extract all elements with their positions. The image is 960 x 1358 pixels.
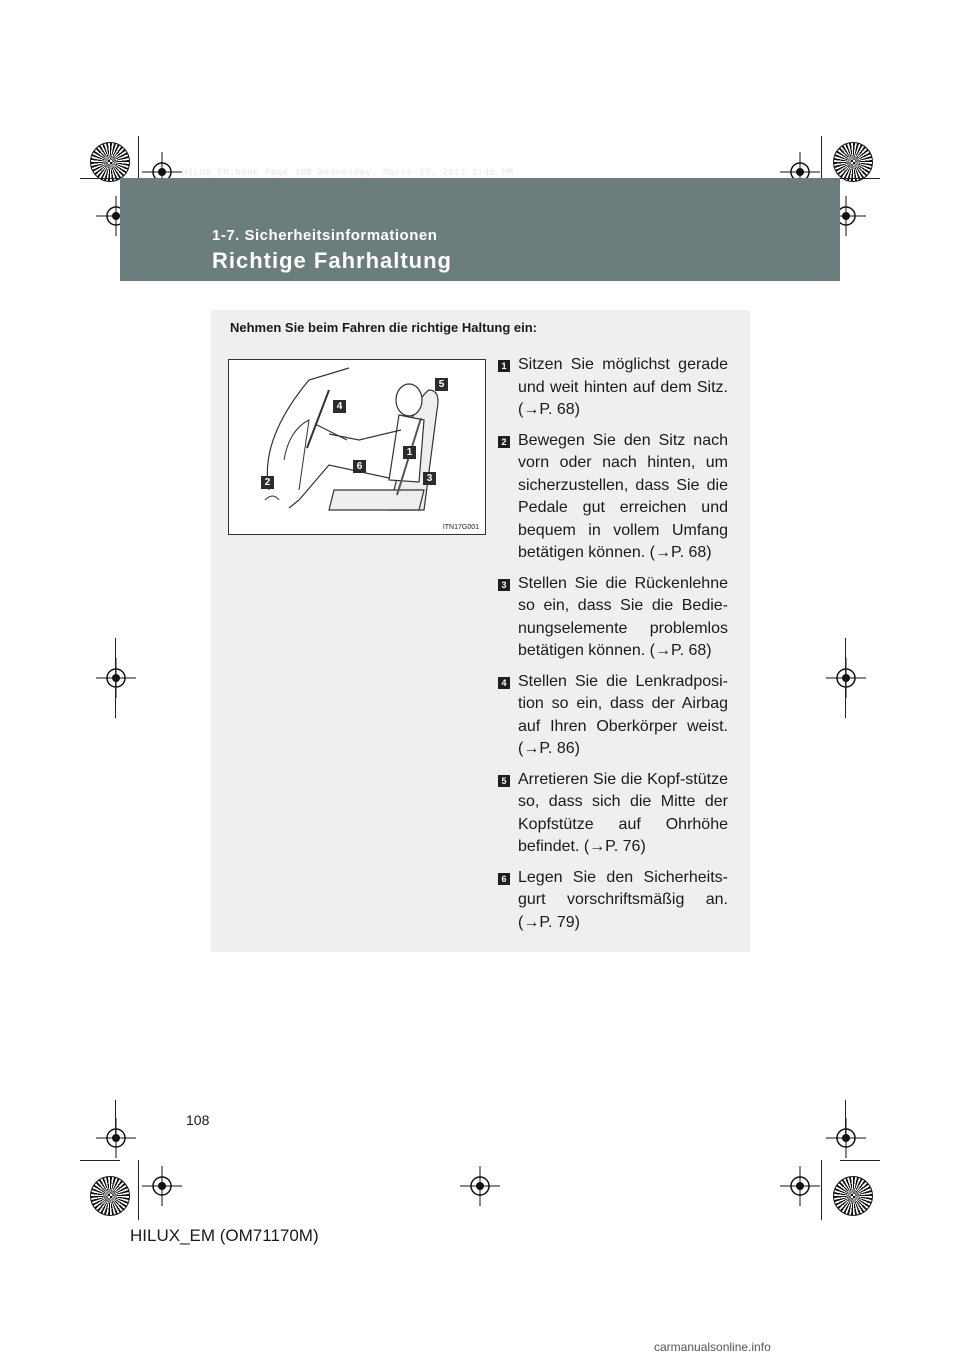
figure-callout-3: 3 xyxy=(423,472,436,485)
crosshair-icon xyxy=(96,1118,136,1158)
figure-callout-1: 1 xyxy=(403,446,416,459)
driving-posture-figure xyxy=(228,359,486,535)
item-text: Arretieren Sie die Kopf-stütze so, dass sich die Mitte der Kopfstütze auf Ohrhöhe befindet. (→P. 76) xyxy=(518,770,728,855)
item-number-badge: 2 xyxy=(498,436,510,448)
crop-mark-line xyxy=(115,638,116,718)
crosshair-icon xyxy=(826,658,866,698)
list-item xyxy=(498,769,728,859)
registration-rosette-icon xyxy=(90,142,130,182)
figure-callout-6: 6 xyxy=(353,460,366,473)
book-info: HILUX_EM.book Page 108 Wednesday, March 23, 2011 2:48 PM xyxy=(182,168,514,178)
crop-mark-line xyxy=(80,1160,120,1161)
page-number: 108 xyxy=(186,1112,210,1128)
list-item xyxy=(498,573,728,663)
figure-callout-5: 5 xyxy=(435,378,448,391)
item-text: Stellen Sie die Rückenlehne so ein, dass Sie die Bedie-nungselemente problemlos betätigen können. (→P. 68) xyxy=(518,574,728,659)
crosshair-icon xyxy=(96,658,136,698)
list-item xyxy=(498,867,728,935)
item-number-badge: 6 xyxy=(498,873,510,885)
watermark: carmanualsonline.info xyxy=(654,1340,771,1354)
item-text: Sitzen Sie möglichst gerade und weit hinten auf dem Sitz. (→P. 68) xyxy=(518,356,728,418)
crosshair-icon xyxy=(780,1166,820,1206)
crop-mark-line xyxy=(845,1100,846,1140)
crosshair-icon xyxy=(460,1166,500,1206)
item-text: Bewegen Sie den Sitz nach vorn oder nach hinten, um sicherzustellen, dass Sie die Pedale gut erreichen und bequem in vollem Umfang betätigen können. (→P. 68) xyxy=(518,431,728,561)
item-text: Stellen Sie die Lenkradposi-tion so ein, dass der Airbag auf Ihren Oberkörper weist. (→P. 86) xyxy=(518,672,728,757)
registration-rosette-icon xyxy=(90,1176,130,1216)
intro-text: Nehmen Sie beim Fahren die richtige Haltung ein: xyxy=(230,320,537,335)
document-id: HILUX_EM (OM71170M) xyxy=(130,1226,319,1245)
item-number-badge: 1 xyxy=(498,360,510,372)
figure-callout-2: 2 xyxy=(261,476,274,489)
crop-mark-line xyxy=(138,1160,139,1220)
list-item xyxy=(498,354,728,422)
registration-rosette-icon xyxy=(833,1176,873,1216)
crop-mark-line xyxy=(115,1100,116,1140)
item-number-badge: 3 xyxy=(498,579,510,591)
item-number-badge: 4 xyxy=(498,677,510,689)
crop-mark-line xyxy=(840,1160,880,1161)
item-number-badge: 5 xyxy=(498,775,510,787)
item-text: Legen Sie den Sicherheits-gurt vorschriftsmäßig an. (→P. 79) xyxy=(518,868,728,931)
crosshair-icon xyxy=(826,1118,866,1158)
crop-mark-line xyxy=(845,638,846,718)
list-item xyxy=(498,430,728,565)
section-label: 1-7. Sicherheitsinformationen xyxy=(212,227,438,244)
list-item xyxy=(498,671,728,761)
page-title: Richtige Fahrhaltung xyxy=(212,248,452,273)
figure-callout-4: 4 xyxy=(333,400,346,413)
crop-mark-line xyxy=(821,1160,822,1220)
crop-mark-line xyxy=(80,178,120,179)
crop-mark-line xyxy=(840,178,880,179)
figure-code: ITN17G001 xyxy=(442,524,479,531)
posture-instructions-list xyxy=(498,354,728,942)
crosshair-icon xyxy=(142,1166,182,1206)
registration-rosette-icon xyxy=(833,142,873,182)
